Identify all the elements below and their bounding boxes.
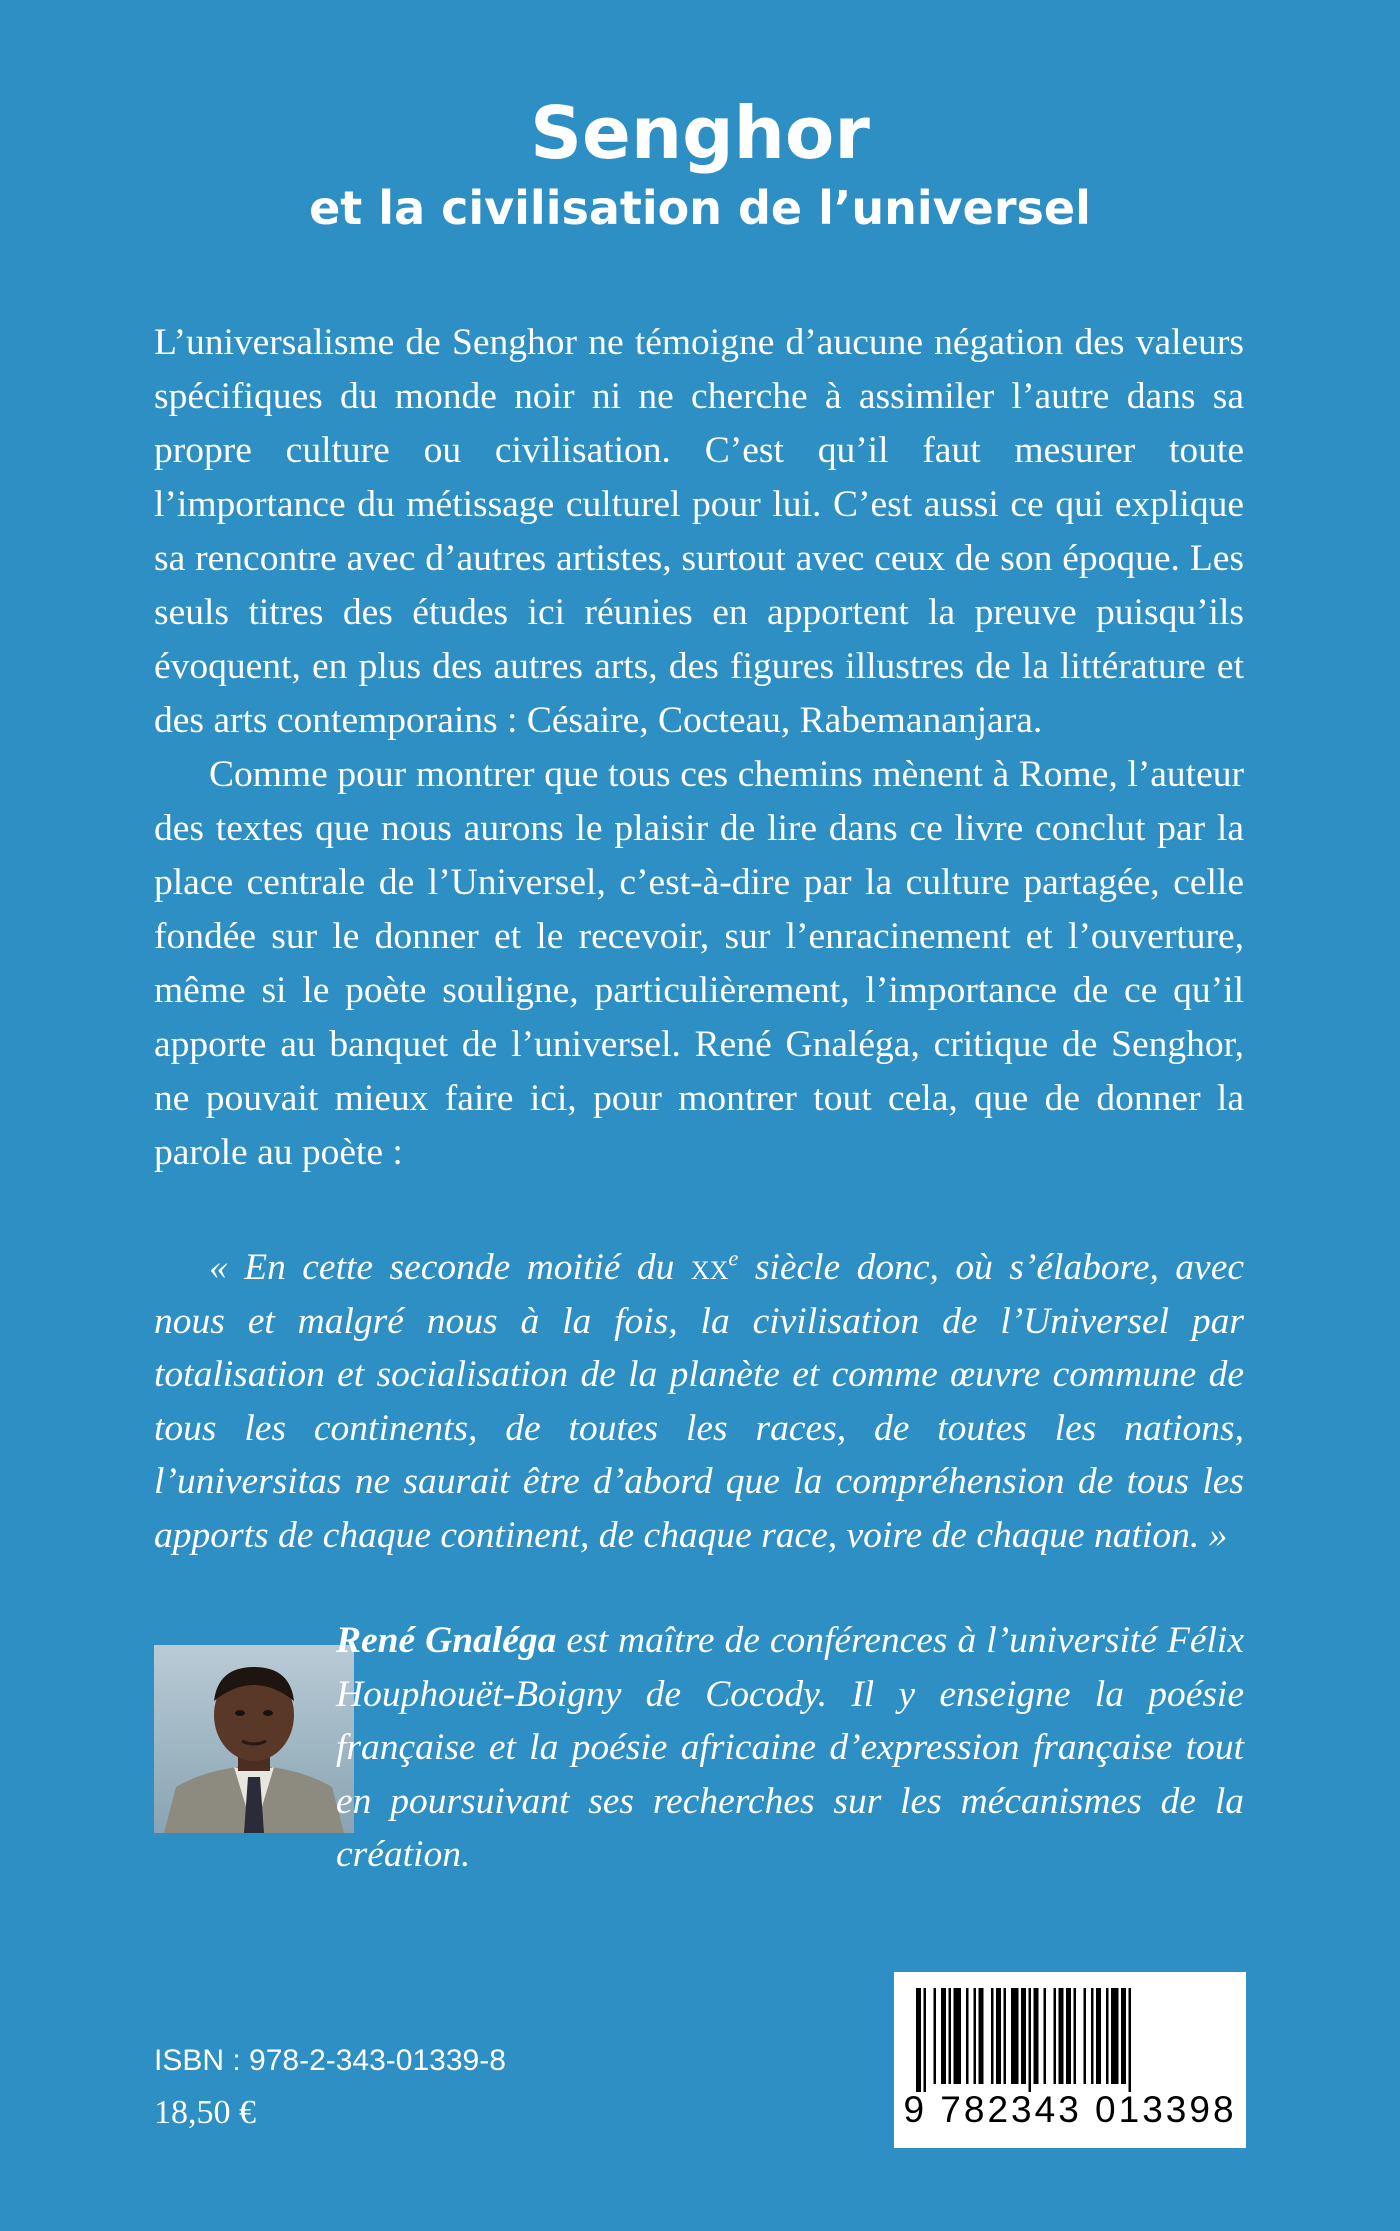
barcode-bar [966, 1988, 969, 2084]
barcode-bar [1106, 1988, 1109, 2084]
blurb-paragraph-2: Comme pour montrer que tous ces chemins mènent à Rome, l’auteur des textes que nous aurons le plaisir de lire dans ce livre conclut par la place centrale de l’Universel, c’est-à-dire par la culture partagée, celle fondée sur le donner et le recevoir, sur l’enracinement et l’ouverture, même si le poète souligne, particulièrement, l’importance de ce qu’il apporte au banquet de l’universel. René Gnaléga, critique de Senghor, ne pouvait mieux faire ici, pour montrer tout cela, que de donner la parole au poète : [154, 754, 1244, 1173]
barcode-bar [934, 1988, 937, 2084]
book-subtitle: et la civilisation de l’universel [309, 181, 1091, 235]
barcode-bar [924, 1988, 927, 2092]
blurb-paragraph-1: L’universalisme de Senghor ne témoigne d’aucune négation des valeurs spécifiques du monde noir ni ne cherche à assimiler l’autre dans sa propre culture ou civilisation. C’est qu’il faut mesurer toute l’importance du métissage culturel pour lui. C’est aussi ce qui explique sa rencontre avec d’autres artistes, surtout avec ceux de son époque. Les seuls titres des études ici réunies en apportent la preuve puisqu’ils évoquent, en plus des autres arts, des figures illustres de la littérature et des arts contemporains : Césaire, Cocteau, Rabemananjara. [154, 322, 1244, 741]
barcode [894, 1972, 1246, 2148]
price: 18,50 € [154, 2094, 256, 2131]
barcode-bar [1004, 1988, 1007, 2084]
barcode-bar [941, 1988, 946, 2084]
barcode-bar [1096, 1988, 1101, 2084]
author-bio [336, 1614, 1244, 1882]
barcode-bar [1091, 1988, 1094, 2084]
barcode-bar [1121, 1988, 1126, 2084]
barcode-bar [1059, 1988, 1064, 2084]
barcode-bar [979, 1988, 984, 2084]
barcode-bar [1074, 1988, 1077, 2084]
barcode-bar [954, 1988, 962, 2084]
barcode-bar [1044, 1988, 1047, 2084]
century-numeral: xx [690, 1247, 729, 1288]
blurb [154, 316, 1244, 1180]
quote-text-start: « En cette seconde moitié du [209, 1247, 691, 1288]
barcode-bar [974, 1988, 977, 2084]
barcode-bar [1054, 1988, 1057, 2084]
barcode-bar [1129, 1988, 1132, 2092]
author-name: René Gnaléga [336, 1620, 557, 1661]
barcode-bar [916, 1988, 921, 2092]
author-portrait-icon [154, 1645, 354, 1833]
century-superscript: e [728, 1245, 739, 1271]
author-bio-text: est maître de conférences à l’université Félix Houphouët-Boigny de Cocody. Il y enseigne la poésie française et la poésie africaine d’expression française tout en poursuivant ses recherches sur les mécanismes de la création. [336, 1620, 1244, 1875]
barcode-bar [1066, 1988, 1071, 2084]
barcode-bar [1084, 1988, 1087, 2084]
barcode-digits: 9 782343 013398 [903, 2089, 1237, 2130]
barcode-bar [1011, 1988, 1019, 2084]
barcode-bar [1111, 1988, 1119, 2084]
senghor-quote [154, 1241, 1244, 1562]
author-photo-svg [154, 1645, 354, 1833]
title-block [0, 88, 1400, 238]
barcode-bar [1021, 1988, 1026, 2084]
barcode-bar [1034, 1988, 1039, 2084]
book-title: Senghor [530, 91, 870, 175]
isbn: ISBN : 978-2-343-01339-8 [154, 2044, 506, 2077]
barcode-bar [991, 1988, 994, 2084]
barcode-bar [996, 1988, 1001, 2084]
barcode-bar [1029, 1988, 1032, 2092]
quote-text-end: siècle donc, où s’élabore, avec nous et malgré nous à la fois, la civilisation de l’Universel par totalisation et socialisation de la planète et comme œuvre commune de tous les continents, de toutes les races, de toutes les nations, l’universitas ne saurait être d’abord que la compréhension de tous les apports de chaque continent, de chaque race, voire de chaque nation. » [154, 1247, 1244, 1556]
barcode-bar [949, 1988, 952, 2084]
